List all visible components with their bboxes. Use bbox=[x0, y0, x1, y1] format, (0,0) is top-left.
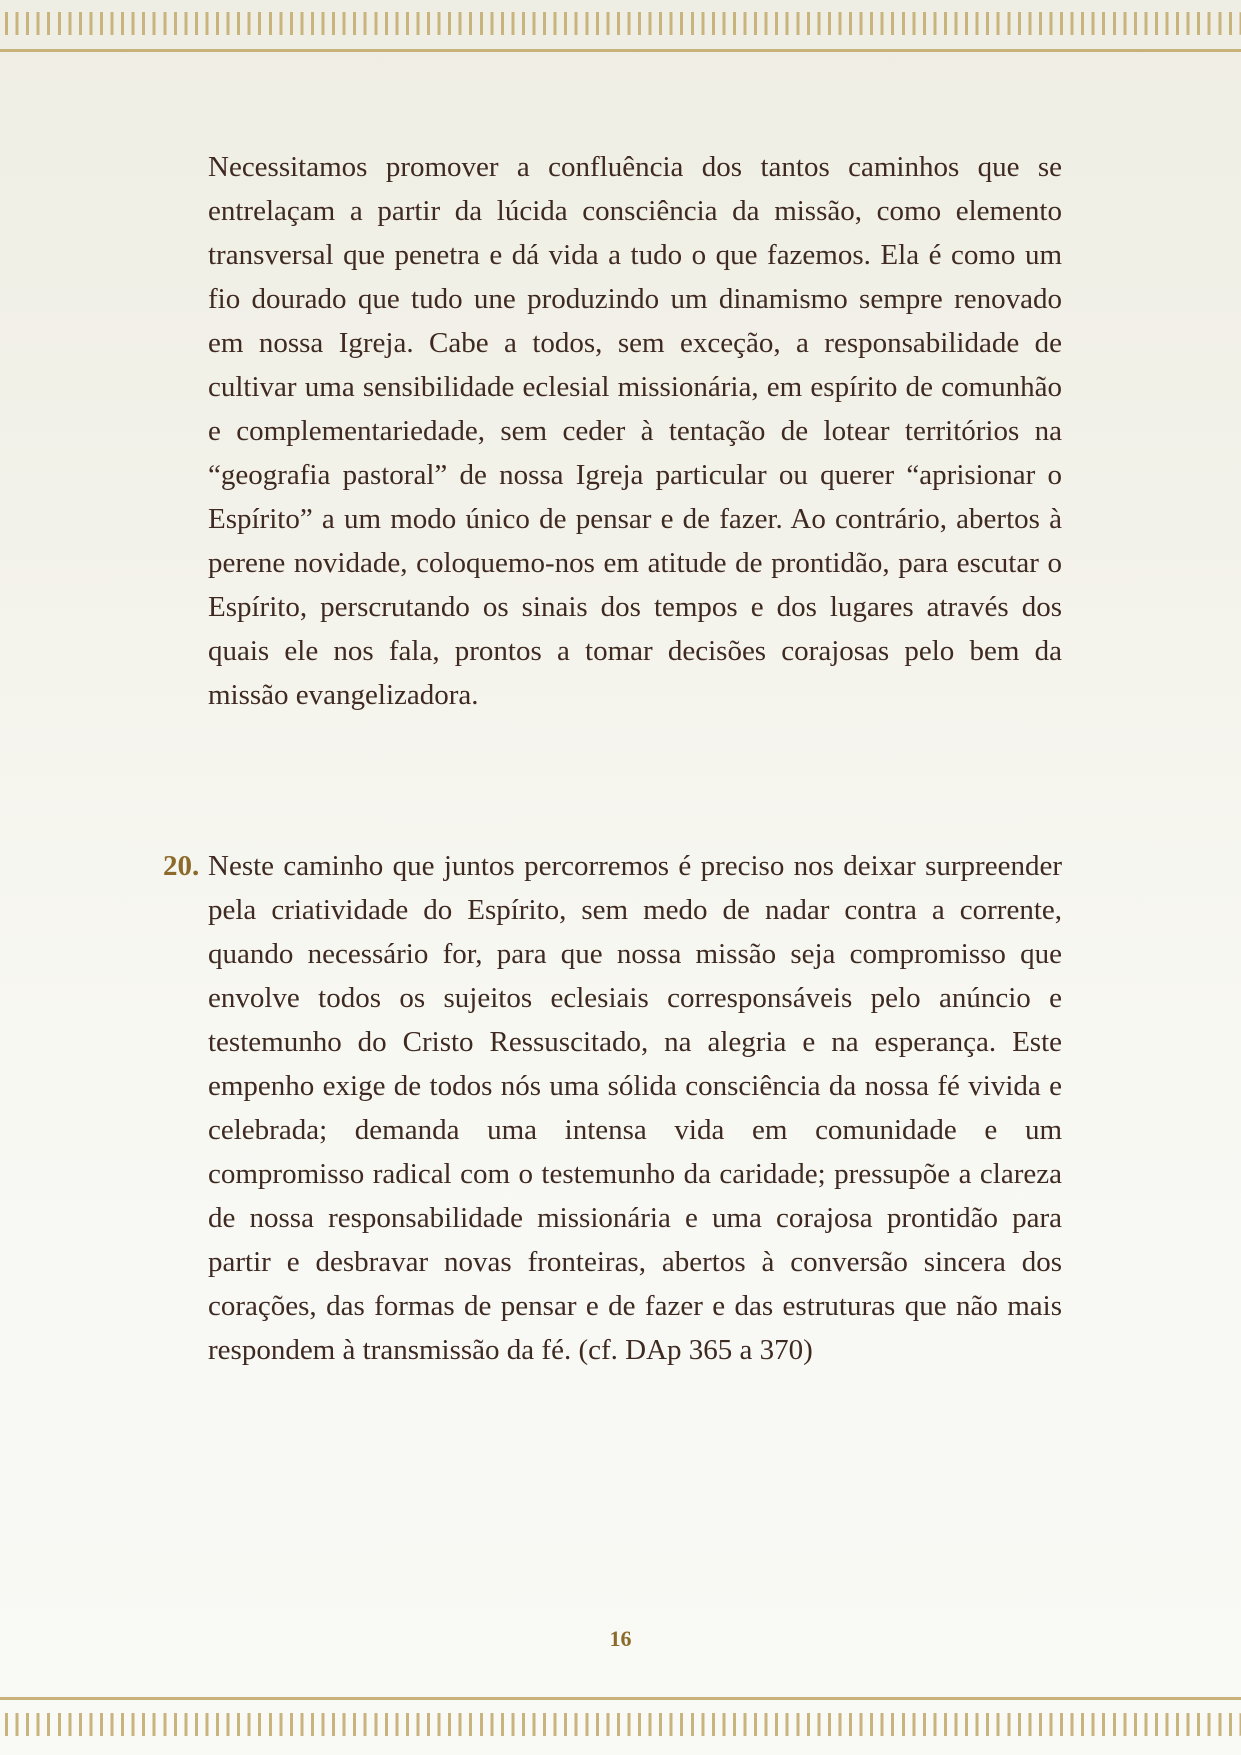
paragraph-number: 20. bbox=[163, 850, 200, 882]
top-decorative-tick-border bbox=[0, 12, 1241, 35]
top-border-line bbox=[0, 49, 1241, 52]
paragraph-continuation: Necessitamos promover a confluência dos tantos caminhos que se entrelaçam a partir da lúcida consciência da missão, como elemento transversal que penetra e dá vida a tudo o que fazemos. Ela é como um fio dourado que tudo une produzindo um dinamismo sempre renovado em nossa Igreja. Cabe a todos, sem exceção, a responsabilidade de cultivar uma sensibilidade eclesial missionária, em espírito de comunhão e complementariedade, sem ceder à tentação de lotear territórios na “geografia pastoral” de nossa Igreja particular ou querer “aprisionar o Espírito” a um modo único de pensar e de fazer. Ao contrário, abertos à perene novidade, coloquemo-nos em atitude de prontidão, para escutar o Espírito, perscrutando os sinais dos tempos e dos lugares através dos quais ele nos fala, prontos a tomar decisões corajosas pelo bem da missão evangelizadora. bbox=[208, 151, 1062, 711]
bottom-border-line bbox=[0, 1697, 1241, 1700]
bottom-decorative-tick-border bbox=[0, 1713, 1241, 1736]
paragraph-20: Neste caminho que juntos percorremos é preciso nos deixar surpreender pela criatividade do Espírito, sem medo de nadar contra a corrente, quando necessário for, para que nossa missão seja compromisso que envolve todos os sujeitos eclesiais corresponsáveis pelo anúncio e testemunho do Cristo Ressuscitado, na alegria e na esperança. Este empenho exige de todos nós uma sólida consciência da nossa fé vivida e celebrada; demanda uma intensa vida em comunidade e um compromisso radical com o testemunho da caridade; pressupõe a clareza de nossa responsabilidade missionária e uma corajosa prontidão para partir e desbravar novas fronteiras, abertos à conversão sincera dos corações, das formas de pensar e de fazer e das estruturas que não mais respondem à transmissão da fé. (cf. DAp 365 a 370) bbox=[208, 850, 1062, 1366]
page-number: 16 bbox=[609, 1626, 632, 1651]
